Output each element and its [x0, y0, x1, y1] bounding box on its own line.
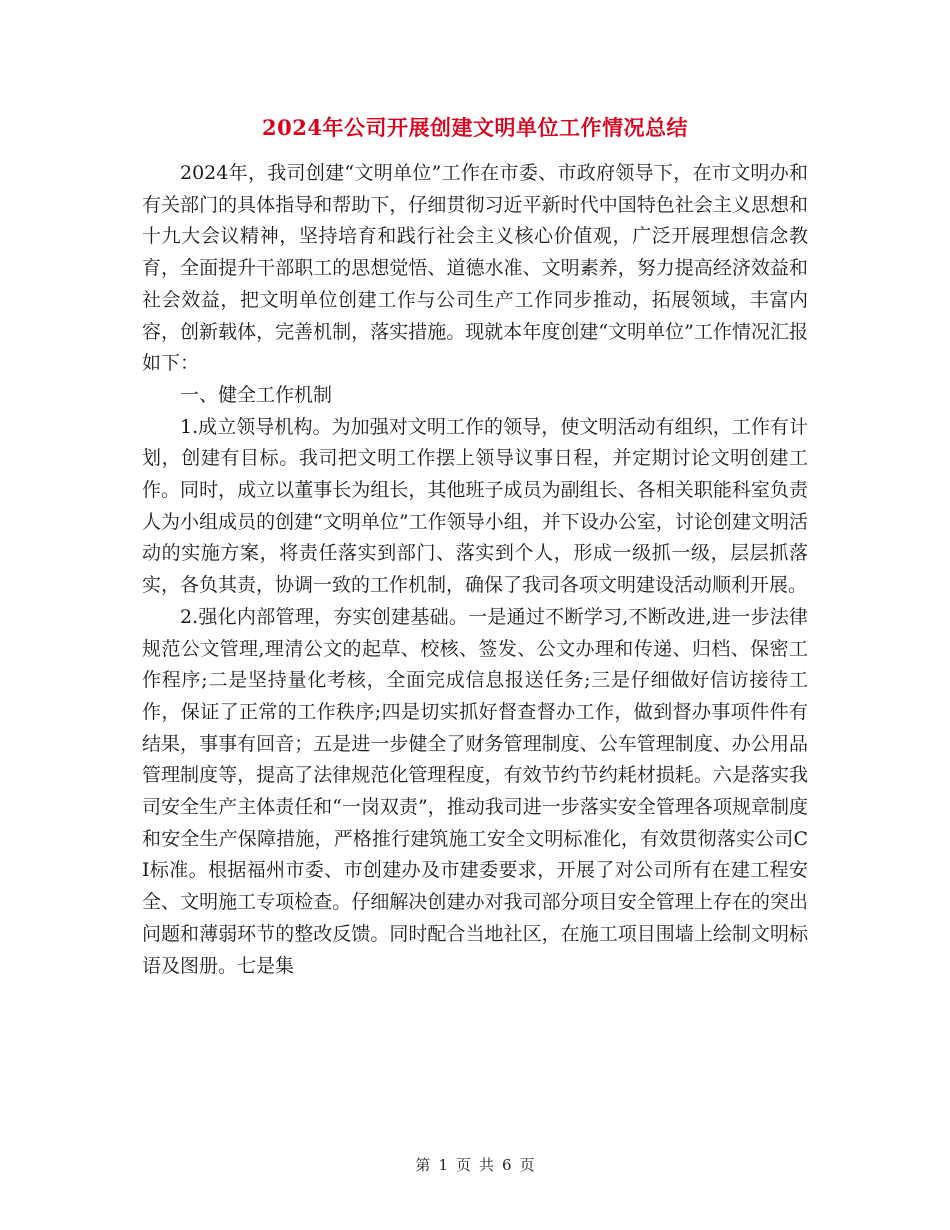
intro-paragraph: 2024年，我司创建“文明单位”工作在市委、市政府领导下，在市文明办和有关部门的具体指导和帮助下，仔细贯彻习近平新时代中国特色社会主义思想和十九大会议精神，坚持培育和践行社会主义核心价值观，广泛开展理想信念教育，全面提升干部职工的思想觉悟、道德水准、文明素养，努力提高经济效益和社会效益，把文明单位创建工作与公司生产工作同步推动，拓展领域，丰富内容，创新载体，完善机制，落实措施。现就本年度创建“文明单位”工作情况汇报如下： [142, 162, 808, 375]
document-body [142, 158, 808, 982]
section-heading: 一、健全工作机制 [180, 383, 333, 406]
paragraph-management: 2.强化内部管理，夯实创建基础。一是通过不断学习,不断改进,进一步法律规范公文管理,理清公文的起草、校核、签发、公文办理和传递、归档、保密工作程序;二是坚持量化考核，全面完成信息报送任务;三是仔细做好信访接待工作，保证了正常的工作秩序;四是切实抓好督查督办工作，做到督办事项件件有结果，事事有回音；五是进一步健全了财务管理制度、公车管理制度、办公用品管理制度等，提高了法律规范化管理程度，有效节约节约耗材损耗。六是落实我司安全生产主体责任和“一岗双责”，推动我司进一步落实安全管理各项规章制度和安全生产保障措施，严格推行建筑施工安全文明标准化，有效贯彻落实公司CI标准。根据福州市委、市创建办及市建委要求，开展了对公司所有在建工程安全、文明施工专项检查。仔细解决创建办对我司部分项目安全管理上存在的突出问题和薄弱环节的整改反馈。同时配合当地社区，在施工项目围墙上绘制文明标语及图册。七是集 [142, 605, 808, 977]
footer-ye: 页 [455, 1156, 471, 1174]
footer-ye2: 页 [519, 1156, 535, 1174]
footer-page-number: 1 [438, 1156, 448, 1174]
page-footer [0, 1154, 950, 1175]
footer-total-pages: 6 [502, 1156, 512, 1174]
footer-gong: 共 [479, 1156, 495, 1174]
footer-di: 第 [415, 1156, 431, 1174]
paragraph-leadership: 1.成立领导机构。为加强对文明工作的领导，使文明活动有组织，工作有计划，创建有目标。我司把文明工作摆上领导议事日程，并定期讨论文明创建工作。同时，成立以董事长为组长，其他班子成员为副组长、各相关职能科室负责人为小组成员的创建“文明单位”工作领导小组，并下设办公室，讨论创建文明活动的实施方案，将责任落实到部门、落实到个人，形成一级抓一级，层层抓落实，各负其责，协调一致的工作机制，确保了我司各项文明建设活动顺利开展。 [142, 415, 808, 597]
document-title: 2024年公司开展创建文明单位工作情况总结 [262, 115, 688, 140]
